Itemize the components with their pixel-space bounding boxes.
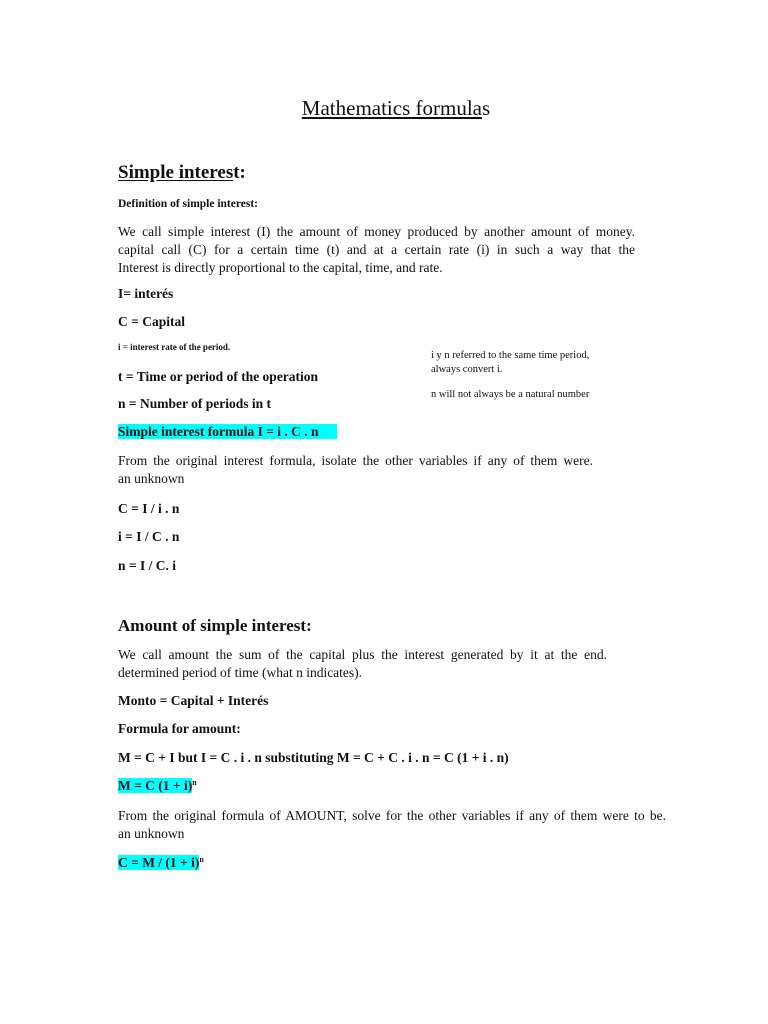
isolate-line-2: an unknown — [118, 471, 185, 486]
amount-definition-line-1: We call amount the sum of the capital plus the interest generated by it at the end. — [118, 647, 607, 662]
solve-line-1: From the original formula of AMOUNT, solve for the other variables if any of them were to be. — [118, 808, 666, 823]
formula-capital-isolated: C = I / i . n — [118, 501, 180, 516]
side-note-same-period — [431, 349, 589, 377]
definition-paragraph — [118, 223, 635, 277]
section-heading-simple-interest — [118, 162, 246, 184]
amount-definition-paragraph — [118, 646, 607, 682]
page-title — [0, 96, 768, 121]
variable-i: i = interest rate of the period. — [118, 342, 231, 352]
amount-definition-line-2: determined period of time (what n indicates). — [118, 665, 363, 680]
variable-C: C = Capital — [118, 314, 185, 329]
isolate-line-1: From the original interest formula, isolate the other variables if any of them were. — [118, 453, 593, 468]
variable-n: n = Number of periods in t — [118, 396, 271, 411]
variable-I: I= interés — [118, 286, 174, 301]
capital-from-amount-formula — [118, 855, 204, 871]
simple-interest-formula — [118, 424, 337, 440]
definition-line-3: Interest is directly proportional to the capital, time, and rate. — [118, 260, 443, 275]
formula-periods-isolated: n = I / C. i — [118, 558, 176, 573]
definition-line-2: capital call (C) for a certain time (t) and at a certain rate (i) in such a way that the — [118, 242, 635, 257]
side-note-line-1: i y n referred to the same time period, — [431, 350, 590, 361]
page-title-rest: s — [482, 96, 491, 120]
monto-formula: Monto = Capital + Interés — [118, 693, 269, 708]
side-note-natural-number: n will not always be a natural number — [431, 389, 590, 400]
section-heading-underlined: Simple interes — [118, 162, 234, 183]
variable-t: t = Time or period of the operation — [118, 369, 319, 384]
side-note-line-2: always convert i. — [431, 364, 503, 375]
section-heading-rest: t: — [233, 162, 246, 183]
formula-rate-isolated: i = I / C . n — [118, 529, 180, 544]
amount-formula-label: Formula for amount: — [118, 721, 241, 736]
amount-formula-exponent: n — [192, 778, 197, 787]
definition-line-1: We call simple interest (I) the amount of money produced by another amount of money. — [118, 224, 635, 239]
simple-interest-formula-highlight: Simple interest formula I = i . C . n — [118, 424, 337, 439]
amount-formula — [118, 778, 197, 794]
solve-paragraph — [118, 807, 666, 843]
definition-subheading: Definition of simple interest: — [118, 198, 259, 210]
amount-derivation: M = C + I but I = C . i . n substituting M = C + C . i . n = C (1 + i . n) — [118, 750, 509, 765]
section-heading-amount: Amount of simple interest: — [118, 616, 312, 635]
solve-line-2: an unknown — [118, 826, 185, 841]
capital-formula-highlight: C = M / (1 + i) — [118, 855, 200, 870]
page-title-underlined: Mathematics formula — [301, 96, 482, 120]
isolate-paragraph — [118, 452, 593, 488]
capital-formula-exponent: n — [199, 855, 204, 864]
amount-formula-highlight: M = C (1 + i) — [118, 778, 193, 793]
